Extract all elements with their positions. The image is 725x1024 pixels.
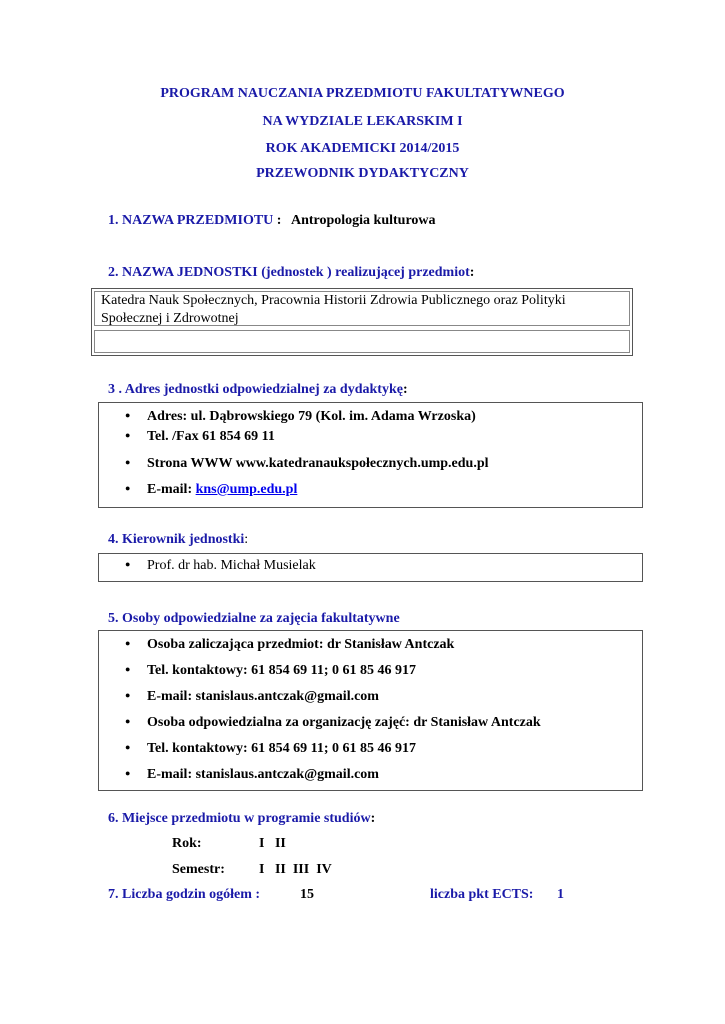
phone-text: Tel. /Fax 61 854 69 11 [147,429,275,444]
head-name: Prof. dr hab. Michał Musielak [147,558,316,573]
section-6-heading [108,811,375,827]
staff-item [125,689,379,705]
ects-label: liczba pkt ECTS: [430,887,534,902]
email-item [125,482,297,498]
bullet-icon: ● [125,457,131,467]
staff-item [125,767,379,783]
section-3-label: 3 . Adres jednostki odpowiedzialnej za dydaktykę [108,382,403,397]
unit-name-line-2: Społecznej i Zdrowotnej [101,311,239,326]
head-item [125,558,316,574]
staff-text: Osoba zaliczająca przedmiot: dr Stanisław Antczak [147,637,455,652]
section-3-heading [108,382,408,398]
email-label: E-mail: [147,482,196,497]
section-2-label: 2. NAZWA JEDNOSTKI (jednostek ) realizującej przedmiot [108,265,470,280]
address-item [125,409,476,425]
section-2-colon: : [469,265,475,280]
semester-label: Semestr: [172,862,225,877]
ects-value: 1 [557,887,564,902]
title-line-3: ROK AKADEMICKI 2014/2015 [265,141,460,156]
bullet-icon: ● [125,430,131,440]
staff-text: Tel. kontaktowy: 61 854 69 11; 0 61 85 46 917 [147,741,417,756]
staff-item [125,637,454,653]
bullet-icon: ● [125,690,131,700]
address-text: Adres: ul. Dąbrowskiego 79 (Kol. im. Adama Wrzoska) [147,409,476,424]
section-7-label: 7. Liczba godzin ogółem : [108,887,261,902]
section-4-label: 4. Kierownik jednostki [108,532,245,547]
year-label: Rok: [172,836,202,851]
staff-item [125,741,416,757]
website-item [125,456,489,472]
bullet-icon: ● [125,768,131,778]
section-1-label: 1. NAZWA PRZEDMIOTU [108,213,274,228]
unit-name-line-1: Katedra Nauk Społecznych, Pracownia Historii Zdrowia Publicznego oraz Polityki [101,293,566,308]
staff-text: E-mail: stanislaus.antczak@gmail.com [147,689,379,704]
section-6-label: 6. Miejsce przedmiotu w programie studiów [108,811,371,826]
bullet-icon: ● [125,664,131,674]
section-5-heading: 5. Osoby odpowiedzialne za zajęcia fakultatywne [108,611,400,626]
section-1-separator: : [273,213,285,228]
section-3-colon: : [402,382,408,397]
email-link[interactable]: kns@ump.edu.pl [195,482,298,497]
bullet-icon: ● [125,483,131,493]
bullet-icon: ● [125,742,131,752]
section-2-heading [108,265,474,281]
bullet-icon: ● [125,559,131,569]
bullet-icon: ● [125,716,131,726]
phone-item [125,429,275,445]
section-6-colon: : [370,811,376,826]
title-line-2: NA WYDZIALE LEKARSKIM I [262,114,463,129]
total-hours: 15 [300,887,314,902]
staff-text: Tel. kontaktowy: 61 854 69 11; 0 61 85 46 917 [147,663,417,678]
title-line-4: PRZEWODNIK DYDAKTYCZNY [256,166,469,181]
staff-text: E-mail: stanislaus.antczak@gmail.com [147,767,379,782]
year-value: I II [259,836,286,851]
bullet-icon: ● [125,638,131,648]
section-1-heading [108,213,436,229]
course-name: Antropologia kulturowa [290,213,436,228]
bullet-icon: ● [125,410,131,420]
section-4-colon: : [244,532,249,547]
staff-item [125,715,541,731]
website-text: Strona WWW www.katedranaukspołecznych.ump.edu.pl [147,456,489,471]
staff-item [125,663,416,679]
section-4-heading [108,532,248,548]
semester-value: I II III IV [259,862,332,877]
unit-box-row-2 [94,330,630,353]
staff-text: Osoba odpowiedzialna za organizację zajęć: dr Stanisław Antczak [147,715,541,730]
title-line-1: PROGRAM NAUCZANIA PRZEDMIOTU FAKULTATYWNEGO [160,86,565,101]
